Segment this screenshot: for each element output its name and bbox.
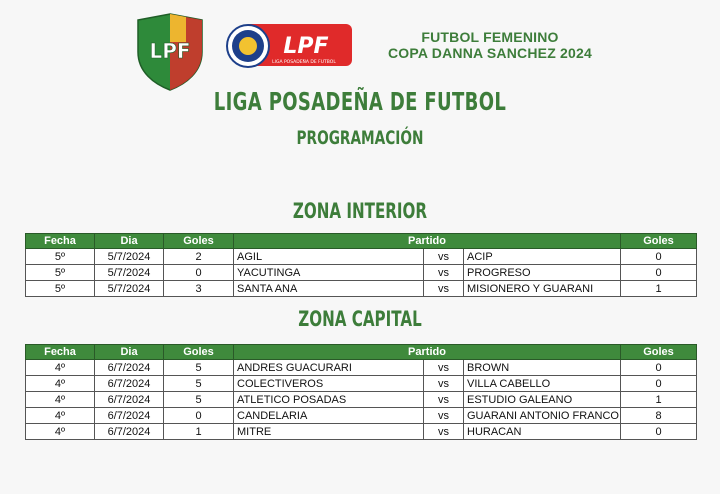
cell-goles-local: 2: [164, 249, 234, 265]
col-goles-2: Goles: [621, 234, 697, 249]
cell-vs: vs: [424, 249, 464, 265]
cell-visitante: HURACAN: [464, 424, 621, 440]
cell-fecha: 4º: [26, 424, 95, 440]
cell-fecha: 5º: [26, 281, 95, 297]
table-row: [26, 376, 697, 392]
cell-fecha: 4º: [26, 408, 95, 424]
col-goles-2: Goles: [621, 345, 697, 360]
cell-visitante: GUARANI ANTONIO FRANCO: [464, 408, 621, 424]
cell-vs: vs: [424, 265, 464, 281]
page-subtitle: PROGRAMACIÓN: [296, 127, 424, 149]
table-header-row: [26, 234, 697, 249]
event-line-1: FUTBOL FEMENINO: [421, 29, 559, 45]
lpf-shield-logo: [134, 12, 206, 92]
cell-vs: vs: [424, 360, 464, 376]
table-header-row: [26, 345, 697, 360]
badge-logo-text: LPF: [283, 34, 329, 59]
col-goles: Goles: [164, 234, 234, 249]
lpf-badge-logo: [226, 22, 354, 70]
cell-visitante: ACIP: [464, 249, 621, 265]
table-row: [26, 265, 697, 281]
cell-dia: 6/7/2024: [95, 360, 164, 376]
schedule-table-capital: [25, 344, 697, 440]
event-line-2: COPA DANNA SANCHEZ 2024: [387, 45, 592, 61]
cell-goles-visitante: 0: [621, 424, 697, 440]
cell-goles-local: 0: [164, 408, 234, 424]
cell-dia: 5/7/2024: [95, 265, 164, 281]
col-fecha: Fecha: [26, 234, 95, 249]
cell-goles-visitante: 8: [621, 408, 697, 424]
cell-visitante: VILLA CABELLO: [464, 376, 621, 392]
zone-title-interior: ZONA INTERIOR: [292, 199, 428, 223]
cell-goles-local: 5: [164, 360, 234, 376]
table-row: [26, 249, 697, 265]
table-row: [26, 281, 697, 297]
table-row: [26, 360, 697, 376]
badge-logo-caption: LIGA POSADEÑA DE FUTBOL: [272, 60, 336, 65]
page-title: LIGA POSADEÑA DE FUTBOL: [213, 87, 507, 116]
cell-local: CANDELARIA: [234, 408, 424, 424]
cell-goles-visitante: 1: [621, 392, 697, 408]
cell-vs: vs: [424, 408, 464, 424]
cell-visitante: BROWN: [464, 360, 621, 376]
cell-goles-local: 0: [164, 265, 234, 281]
cell-fecha: 4º: [26, 360, 95, 376]
cell-local: ATLETICO POSADAS: [234, 392, 424, 408]
cell-visitante: MISIONERO Y GUARANI: [464, 281, 621, 297]
cell-local: YACUTINGA: [234, 265, 424, 281]
cell-local: ANDRES GUACURARI: [234, 360, 424, 376]
table-row: [26, 408, 697, 424]
cell-dia: 6/7/2024: [95, 392, 164, 408]
cell-vs: vs: [424, 424, 464, 440]
cell-goles-visitante: 1: [621, 281, 697, 297]
cell-fecha: 5º: [26, 265, 95, 281]
cell-dia: 6/7/2024: [95, 376, 164, 392]
col-partido: Partido: [234, 234, 621, 249]
cell-fecha: 4º: [26, 392, 95, 408]
cell-dia: 5/7/2024: [95, 249, 164, 265]
cell-local: SANTA ANA: [234, 281, 424, 297]
col-goles: Goles: [164, 345, 234, 360]
cell-vs: vs: [424, 376, 464, 392]
cell-dia: 6/7/2024: [95, 424, 164, 440]
cell-goles-visitante: 0: [621, 360, 697, 376]
col-fecha: Fecha: [26, 345, 95, 360]
cell-goles-visitante: 0: [621, 265, 697, 281]
cell-vs: vs: [424, 281, 464, 297]
cell-local: MITRE: [234, 424, 424, 440]
cell-dia: 6/7/2024: [95, 408, 164, 424]
cell-dia: 5/7/2024: [95, 281, 164, 297]
cell-goles-local: 5: [164, 376, 234, 392]
schedule-table-interior: [25, 233, 697, 297]
cell-goles-local: 3: [164, 281, 234, 297]
cell-visitante: ESTUDIO GALEANO: [464, 392, 621, 408]
table-row: [26, 392, 697, 408]
event-title: [388, 29, 592, 61]
zone-title-capital: ZONA CAPITAL: [298, 307, 422, 331]
col-dia: Dia: [95, 345, 164, 360]
cell-goles-visitante: 0: [621, 376, 697, 392]
table-row: [26, 424, 697, 440]
cell-vs: vs: [424, 392, 464, 408]
col-partido: Partido: [234, 345, 621, 360]
cell-visitante: PROGRESO: [464, 265, 621, 281]
cell-fecha: 5º: [26, 249, 95, 265]
cell-local: AGIL: [234, 249, 424, 265]
cell-fecha: 4º: [26, 376, 95, 392]
cell-goles-visitante: 0: [621, 249, 697, 265]
shield-logo-text: LPF: [149, 39, 191, 63]
col-dia: Dia: [95, 234, 164, 249]
cell-goles-local: 1: [164, 424, 234, 440]
cell-goles-local: 5: [164, 392, 234, 408]
cell-local: COLECTIVEROS: [234, 376, 424, 392]
